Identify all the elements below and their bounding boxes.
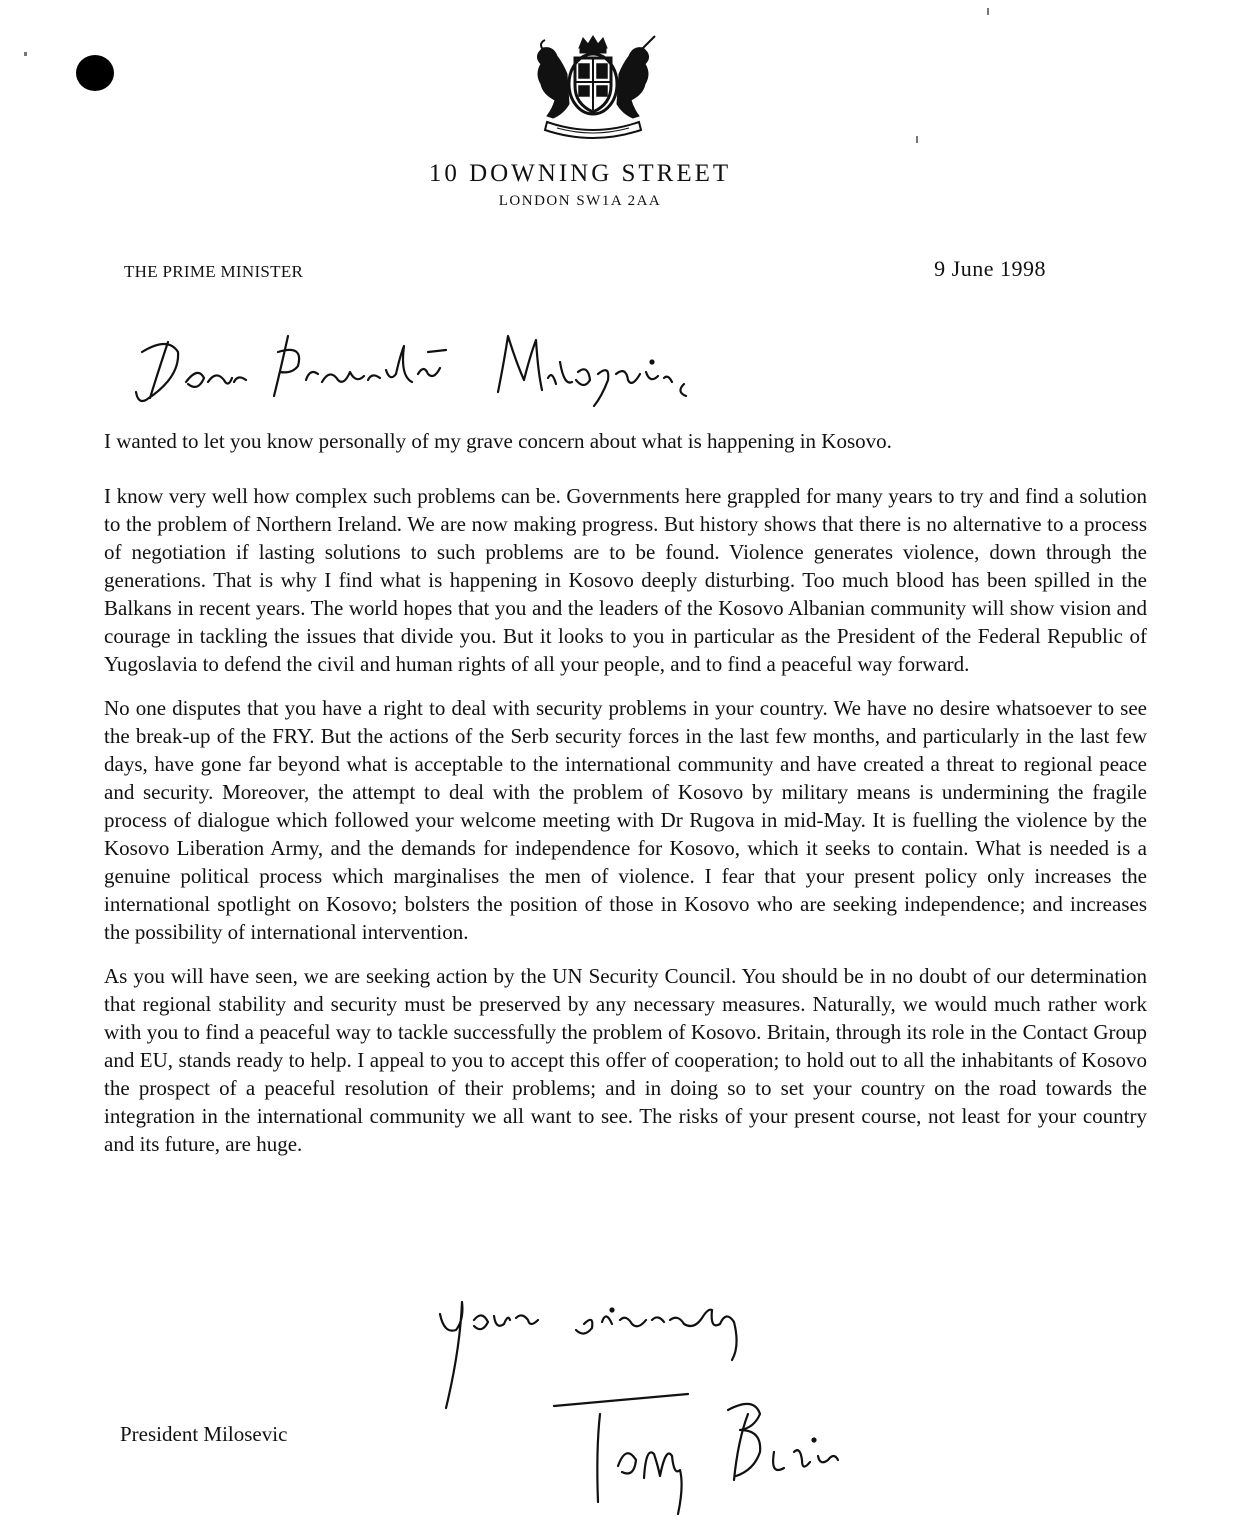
letterhead-street: 10 DOWNING STREET	[428, 160, 732, 187]
sender-office: THE PRIME MINISTER	[124, 262, 304, 281]
letter-body	[104, 427, 1147, 1158]
royal-coat-of-arms-icon	[523, 34, 663, 144]
paragraph: No one disputes that you have a right to deal with security problems in your country. We have no desire whatsoever to see the break-up of the FRY. But the actions of the Serb security forces in the last few months, and particularly in the last few days, have gone far beyond what is acceptable to the international community and have created a threat to regional peace and security. Moreover, the attempt to deal with the problem of Kosovo by military means is undermining the fragile process of dialogue which followed your welcome meeting with Dr Rugova in mid-May. It is fuelling the violence by the Kosovo Liberation Army, and the demands for independence for Kosovo, which it seeks to contain. What is needed is a genuine political process which marginalises the men of violence. I fear that your present policy only increases the international spotlight on Kosovo; bolsters the position of those in Kosovo who are seeking independence; and increases the possibility of international intervention.	[104, 696, 1147, 944]
scan-speck	[987, 8, 989, 15]
paragraph: I know very well how complex such problems can be. Governments here grappled for many years to try and find a solution to the problem of Northern Ireland. We are now making progress. But history shows that there is no alternative to a process of negotiation if lasting solutions to such problems are to be found. Violence generates violence, down through the generations. That is why I find what is happening in Kosovo deeply disturbing. Too much blood has been spilled in the Balkans in recent years. The world hopes that you and the leaders of the Kosovo Albanian community will show vision and courage in tackling the issues that divide you. But it looks to you in particular as the President of the Federal Republic of Yugoslavia to defend the civil and human rights of all your people, and to find a peaceful way forward.	[104, 484, 1147, 676]
handwritten-signature	[548, 1380, 848, 1520]
letter-date: 9 June 1998	[934, 256, 1046, 281]
paragraph: I wanted to let you know personally of my grave concern about what is happening in Kosovo.	[104, 429, 892, 453]
addressee: President Milosevic	[120, 1422, 288, 1446]
hole-punch-mark	[76, 55, 114, 91]
scan-speck	[24, 52, 27, 56]
paragraph: As you will have seen, we are seeking action by the UN Security Council. You should be in no doubt of our determination that regional stability and security must be preserved by any necessary measures. Naturally, we would much rather work with you to find a peaceful way to tackle successfully the problem of Kosovo. Britain, through its role in the Contact Group and EU, stands ready to help. I appeal to you to accept this offer of cooperation; to hold out to all the inhabitants of Kosovo the prospect of a peaceful resolution of their problems; and in doing so to set your country on the road towards the integration in the international community we all want to see. The risks of your present course, not least for your country and its future, are huge.	[104, 964, 1147, 1156]
scan-speck	[916, 136, 918, 143]
letterhead-city: LONDON SW1A 2AA	[498, 193, 662, 209]
handwritten-salutation	[128, 322, 728, 412]
